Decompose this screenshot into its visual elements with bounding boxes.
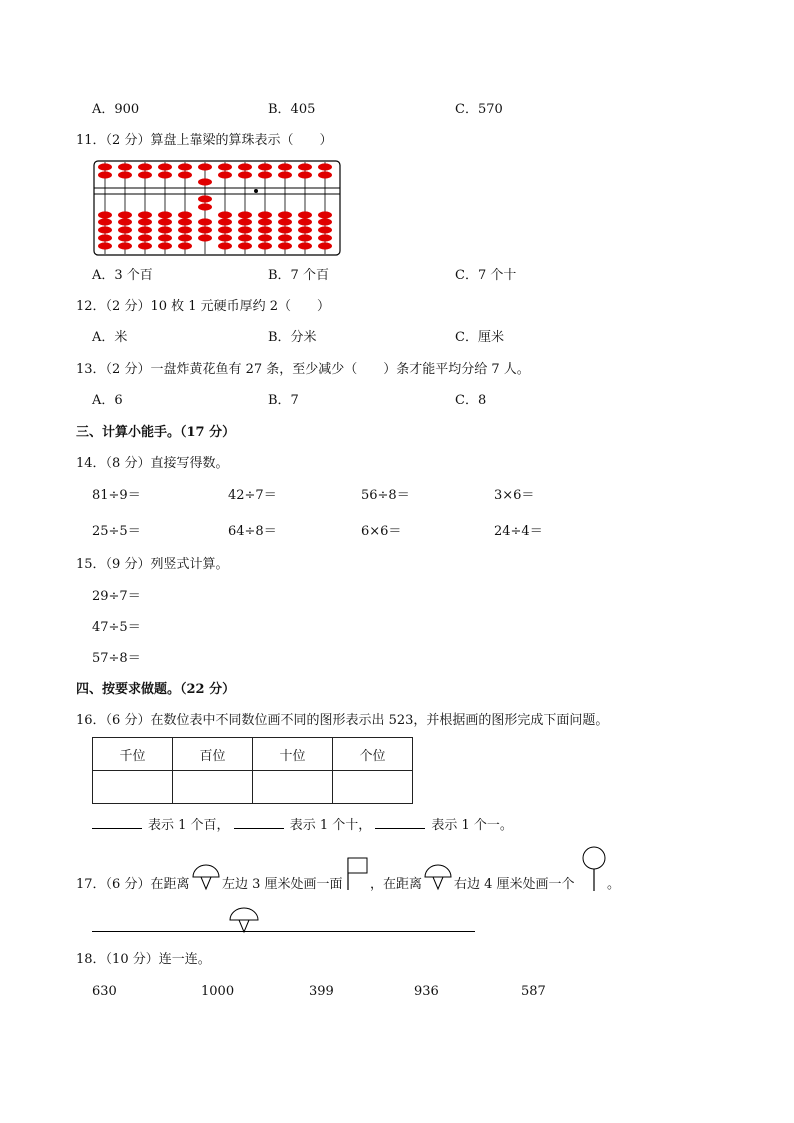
flag-icon: [346, 857, 370, 891]
abacus-bead: [318, 171, 332, 178]
q10-option-b[interactable]: B．405: [268, 102, 316, 117]
abacus-bead: [318, 242, 332, 249]
abacus-bead: [258, 242, 272, 249]
abacus-bead: [218, 163, 232, 170]
q18-stem: 18．（10 分）连一连。: [76, 952, 211, 967]
abacus-bead: [158, 234, 172, 241]
abacus-bead: [318, 226, 332, 233]
abacus-bead: [218, 234, 232, 241]
q18-number[interactable]: 587: [521, 984, 546, 999]
abacus-bead: [178, 163, 192, 170]
abacus-bead: [138, 226, 152, 233]
abacus-bead: [98, 234, 112, 241]
abacus-bead: [218, 211, 232, 218]
q16-stem: 16．（6 分）在数位表中不同数位画不同的图形表示出 523，并根据画的图形完成下面问题。: [76, 713, 609, 728]
q13-option-b[interactable]: B．7: [268, 393, 299, 408]
abacus-bead: [298, 163, 312, 170]
abacus-bead: [218, 242, 232, 249]
q11-option-c[interactable]: C．7 个十: [455, 268, 517, 283]
q10-option-c[interactable]: C．570: [455, 102, 503, 117]
q15-item: 47÷5＝: [92, 620, 141, 635]
abacus-bead: [318, 234, 332, 241]
abacus-bead: [198, 218, 212, 225]
abacus-bead: [278, 234, 292, 241]
q12-option-c[interactable]: C．厘米: [455, 330, 504, 345]
abacus-bead: [218, 171, 232, 178]
abacus-bead: [118, 171, 132, 178]
q18-number[interactable]: 399: [309, 984, 334, 999]
pushpin-icon: [192, 864, 220, 890]
abacus-bead: [238, 211, 252, 218]
q15-item: 29÷7＝: [92, 589, 141, 604]
abacus-bead: [178, 218, 192, 225]
q14-item: 3×6＝: [494, 488, 535, 503]
abacus-bead: [138, 242, 152, 249]
reference-line: [92, 931, 475, 932]
q18-number[interactable]: 630: [92, 984, 117, 999]
abacus-bead: [258, 211, 272, 218]
abacus-bead: [178, 211, 192, 218]
abacus-bead: [138, 218, 152, 225]
cell-tens[interactable]: [253, 771, 333, 804]
pushpin-icon: [424, 864, 452, 890]
abacus-bead: [98, 226, 112, 233]
abacus-bead: [138, 163, 152, 170]
section-4-title: 四、按要求做题。（22 分）: [76, 682, 236, 697]
q13-option-a[interactable]: A．6: [92, 393, 123, 408]
abacus-bead: [138, 171, 152, 178]
fill-text: 表示 1 个一。: [431, 818, 513, 833]
q14-item: 6×6＝: [361, 524, 402, 539]
abacus-bead: [178, 234, 192, 241]
q12-option-b[interactable]: B．分米: [268, 330, 317, 345]
abacus-bead: [298, 242, 312, 249]
abacus-bead: [198, 178, 212, 185]
abacus-bead: [318, 211, 332, 218]
abacus-bead: [98, 171, 112, 178]
header-tens: 十位: [253, 738, 333, 771]
abacus-bead: [158, 218, 172, 225]
abacus-bead: [118, 211, 132, 218]
header-hundreds: 百位: [173, 738, 253, 771]
abacus-bead: [238, 218, 252, 225]
abacus-bead: [318, 218, 332, 225]
abacus-bead: [298, 211, 312, 218]
cell-thousands[interactable]: [93, 771, 173, 804]
abacus-bead: [158, 226, 172, 233]
abacus-bead: [258, 218, 272, 225]
q12-option-a[interactable]: A．米: [92, 330, 128, 345]
abacus-bead: [238, 234, 252, 241]
abacus-bead: [278, 242, 292, 249]
header-ones: 个位: [333, 738, 413, 771]
q14-item: 64÷8＝: [228, 524, 277, 539]
q14-item: 42÷7＝: [228, 488, 277, 503]
abacus-bead: [138, 211, 152, 218]
abacus-bead: [238, 163, 252, 170]
abacus-bead: [138, 234, 152, 241]
q10-option-a[interactable]: A．900: [92, 102, 140, 117]
abacus-bead: [238, 171, 252, 178]
q17-part: 17．（6 分）在距离: [76, 877, 190, 892]
q14-item: 56÷8＝: [361, 488, 410, 503]
abacus-bead: [198, 163, 212, 170]
abacus-unit-dot: [254, 189, 258, 193]
pushpin-icon: [229, 907, 259, 933]
q17-part: ，在距离: [370, 877, 423, 892]
header-thousands: 千位: [93, 738, 173, 771]
fill-text: 表示 1 个百，: [148, 818, 230, 833]
q15-stem: 15．（9 分）列竖式计算。: [76, 557, 229, 572]
abacus-bead: [98, 218, 112, 225]
abacus-bead: [278, 163, 292, 170]
q17-part: 左边 3 厘米处画一面: [222, 877, 343, 892]
abacus-bead: [198, 226, 212, 233]
abacus-bead: [318, 163, 332, 170]
abacus-bead: [278, 218, 292, 225]
cell-ones[interactable]: [333, 771, 413, 804]
answer-blank[interactable]: [92, 816, 142, 829]
abacus-bead: [298, 234, 312, 241]
abacus-bead: [298, 171, 312, 178]
abacus-bead: [258, 234, 272, 241]
q14-stem: 14．（8 分）直接写得数。: [76, 456, 229, 471]
abacus-bead: [218, 226, 232, 233]
abacus-bead: [158, 242, 172, 249]
abacus-bead: [178, 242, 192, 249]
abacus-bead: [198, 203, 212, 210]
q13-option-c[interactable]: C．8: [455, 393, 487, 408]
abacus-bead: [98, 211, 112, 218]
abacus-bead: [118, 218, 132, 225]
abacus-bead: [98, 242, 112, 249]
abacus-bead: [158, 211, 172, 218]
place-value-table: [92, 737, 413, 804]
abacus-bead: [258, 171, 272, 178]
abacus-bead: [258, 226, 272, 233]
q18-number[interactable]: 1000: [201, 984, 235, 999]
section-3-title: 三、计算小能手。（17 分）: [76, 425, 236, 440]
q13-stem: 13．（2 分）一盘炸黄花鱼有 27 条，至少减少（ ）条才能平均分给 7 人。: [76, 362, 530, 377]
answer-blank[interactable]: [375, 816, 425, 829]
abacus-bead: [118, 226, 132, 233]
q17-part: 。: [607, 877, 621, 892]
abacus-bead: [238, 242, 252, 249]
balloon-icon: [581, 846, 607, 892]
abacus-bead: [118, 242, 132, 249]
q14-item: 81÷9＝: [92, 488, 141, 503]
abacus-bead: [298, 226, 312, 233]
abacus-bead: [178, 171, 192, 178]
abacus-bead: [118, 163, 132, 170]
fill-text: 表示 1 个十，: [289, 818, 372, 833]
abacus-bead: [118, 234, 132, 241]
abacus-bead: [198, 234, 212, 241]
abacus-bead: [258, 163, 272, 170]
q16-fill-line: [92, 816, 513, 834]
q11-option-a[interactable]: A．3 个百: [92, 268, 153, 283]
q11-stem: 11．（2 分）算盘上靠梁的算珠表示（ ）: [76, 133, 333, 148]
answer-blank[interactable]: [234, 816, 284, 829]
abacus-bead: [198, 195, 212, 202]
abacus-bead: [158, 171, 172, 178]
q11-option-b[interactable]: B．7 个百: [268, 268, 329, 283]
q17-part: 右边 4 厘米处画一个: [454, 877, 575, 892]
abacus-bead: [158, 163, 172, 170]
q12-stem: 12．（2 分）10 枚 1 元硬币厚约 2（ ）: [76, 299, 331, 314]
abacus-bead: [218, 218, 232, 225]
abacus-bead: [298, 218, 312, 225]
abacus-bead: [238, 226, 252, 233]
abacus-bead: [178, 226, 192, 233]
abacus-bead: [98, 163, 112, 170]
q18-number[interactable]: 936: [414, 984, 439, 999]
q15-item: 57÷8＝: [92, 651, 141, 666]
q14-item: 25÷5＝: [92, 524, 141, 539]
q14-item: 24÷4＝: [494, 524, 543, 539]
abacus-bead: [278, 226, 292, 233]
abacus-bead: [278, 171, 292, 178]
abacus-bead: [278, 211, 292, 218]
abacus-figure: [93, 160, 341, 256]
cell-hundreds[interactable]: [173, 771, 253, 804]
